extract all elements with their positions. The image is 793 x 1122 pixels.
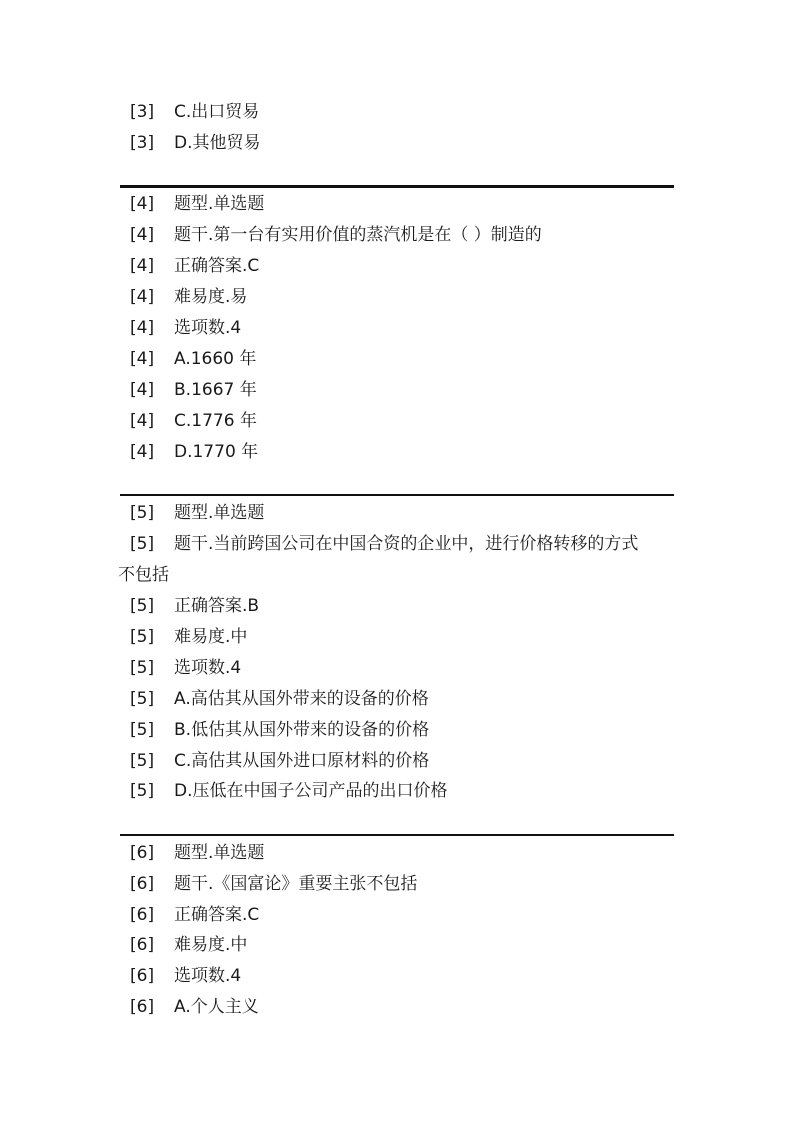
line-number: [4] (130, 287, 155, 307)
line-text: 难易度.易 (174, 287, 248, 307)
line-number: [4] (130, 256, 155, 276)
question-line (130, 930, 247, 961)
question-line-continuation: 不包括 (118, 565, 169, 585)
line-number: [5] (130, 503, 155, 523)
line-text: 难易度.中 (174, 627, 248, 647)
line-text: 选项数.4 (174, 966, 242, 986)
question-line (130, 591, 259, 622)
line-text: 题型.单选题 (174, 194, 265, 214)
line-number: [6] (130, 843, 155, 863)
line-number: [5] (130, 534, 155, 554)
line-number: [4] (130, 194, 155, 214)
line-number: [4] (130, 380, 155, 400)
question-line (130, 869, 417, 900)
question-line (130, 776, 448, 807)
question-line (130, 313, 241, 344)
line-text: C.1776 年 (174, 411, 257, 431)
question-line (130, 529, 638, 560)
line-number: [5] (130, 689, 155, 709)
line-text: 难易度.中 (174, 935, 248, 955)
line-number: [4] (130, 442, 155, 462)
question-line (130, 900, 259, 931)
question-line (130, 189, 264, 220)
line-number: [6] (130, 874, 155, 894)
line-text: C.高估其从国外进口原材料的价格 (174, 751, 430, 771)
question-line (130, 622, 247, 653)
line-text: 正确答案.C (174, 256, 260, 276)
question-line (130, 838, 264, 869)
line-text: 题干.《国富论》重要主张不包括 (174, 874, 418, 894)
line-number: [5] (130, 751, 155, 771)
question-line (130, 961, 241, 992)
line-text: 正确答案.B (174, 596, 260, 616)
question-line (130, 282, 247, 313)
line-number: [5] (130, 720, 155, 740)
line-number: [6] (130, 905, 155, 925)
line-text: D.压低在中国子公司产品的出口价格 (174, 781, 448, 801)
question-line (130, 992, 259, 1023)
line-text: B.1667 年 (174, 380, 257, 400)
line-text: 选项数.4 (174, 318, 242, 338)
question-line (130, 375, 257, 406)
line-number: [4] (130, 411, 155, 431)
question-line (130, 715, 429, 746)
line-text: D.1770 年 (174, 442, 259, 462)
line-text: 题型.单选题 (174, 503, 265, 523)
line-text: A.1660 年 (174, 349, 257, 369)
question-line (130, 406, 257, 437)
line-number: [6] (130, 966, 155, 986)
question-line (130, 498, 264, 529)
line-text: D.其他贸易 (174, 133, 261, 153)
line-number: [4] (130, 318, 155, 338)
line-number: [5] (130, 781, 155, 801)
question-line (130, 251, 259, 282)
line-text: C.出口贸易 (174, 102, 260, 122)
question-line (130, 746, 429, 777)
line-text: 题干.第一台有实用价值的蒸汽机是在（ ）制造的 (174, 225, 542, 245)
line-number: [6] (130, 997, 155, 1017)
line-text: 题干.当前跨国公司在中国合资的企业中，进行价格转移的方式 (174, 534, 639, 554)
question-divider (120, 494, 674, 496)
line-text: A.个人主义 (174, 997, 259, 1017)
question-line (130, 653, 241, 684)
line-text: A.高估其从国外带来的设备的价格 (174, 689, 429, 709)
question-line (130, 684, 429, 715)
line-number: [4] (130, 225, 155, 245)
question-line (130, 220, 542, 251)
question-line (130, 437, 258, 468)
line-text: 题型.单选题 (174, 843, 265, 863)
line-text: 选项数.4 (174, 658, 242, 678)
question-line (130, 128, 261, 159)
question-line (130, 97, 259, 128)
line-number: [5] (130, 658, 155, 678)
line-number: [3] (130, 133, 155, 153)
line-text: 正确答案.C (174, 905, 260, 925)
question-divider (120, 185, 674, 188)
line-number: [5] (130, 596, 155, 616)
line-number: [4] (130, 349, 155, 369)
question-divider (120, 834, 674, 836)
question-line (130, 344, 256, 375)
line-number: [6] (130, 935, 155, 955)
line-number: [3] (130, 102, 155, 122)
line-text: B.低估其从国外带来的设备的价格 (174, 720, 430, 740)
line-number: [5] (130, 627, 155, 647)
